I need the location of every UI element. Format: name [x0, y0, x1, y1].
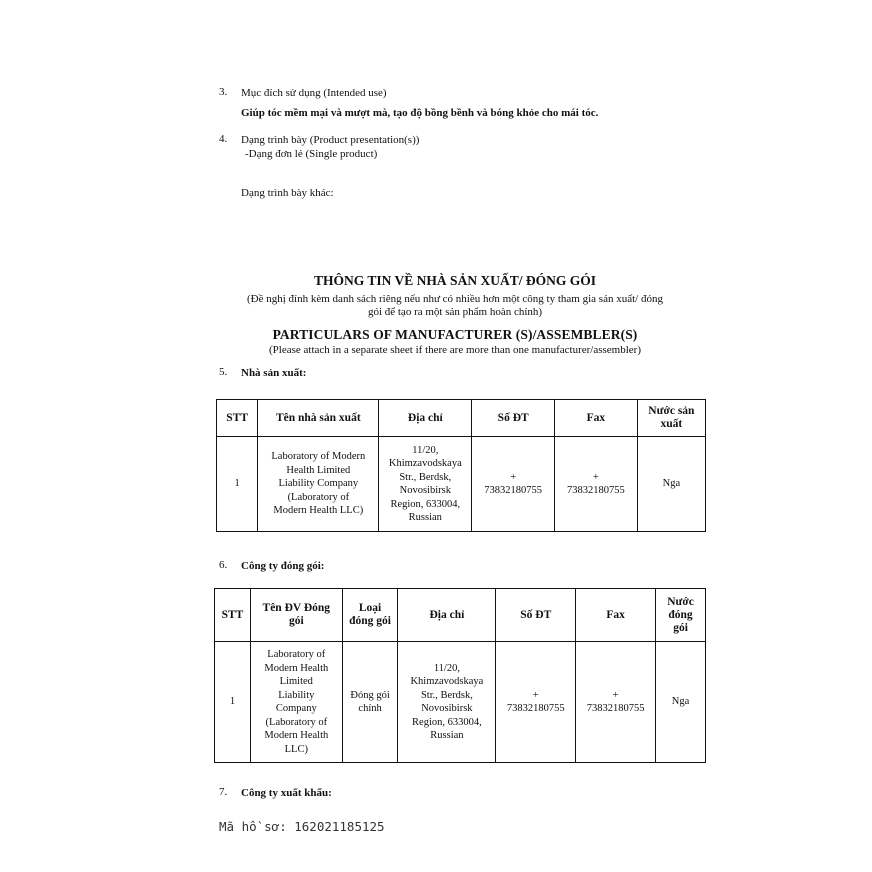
cell-manufacturer-name: Laboratory of Modern Health Limited Liability Company (Laboratory of Modern Health LLC) — [258, 437, 379, 532]
section-4-other: Dạng trình bày khác: — [241, 187, 334, 199]
header-address: Địa chỉ — [398, 589, 496, 642]
header-phone: Số ĐT — [472, 400, 555, 437]
manufacturer-note-en: (Please attach in a separate sheet if there are more than one manufacturer/assembler) — [269, 344, 641, 356]
manufacturer-heading-en: PARTICULARS OF MANUFACTURER (S)/ASSEMBLER(S) — [272, 327, 638, 342]
cell-country: Nga — [656, 642, 706, 763]
cell-packaging-type: Đóng gói chính — [342, 642, 398, 763]
cell-stt: 1 — [217, 437, 258, 532]
header-manufacturer-name: Tên nhà sản xuất — [258, 400, 379, 437]
cell-address: 11/20, Khimzavodskaya Str., Berdsk, Novosibirsk Region, 633004, Russian — [398, 642, 496, 763]
section-4-content: -Dạng đơn lẻ (Single product) — [245, 148, 378, 160]
header-country: Nước đóng gói — [656, 589, 706, 642]
section-7-number: 7. — [219, 786, 228, 798]
header-fax: Fax — [555, 400, 638, 437]
manufacturer-note-vi: (Đề nghị đính kèm danh sách riêng nếu như có nhiều hơn một công ty tham gia sản xuất/ đóng gói để tạo ra một sản phẩm hoàn chỉnh) — [247, 293, 663, 318]
section-6-title: Công ty đóng gói: — [241, 560, 325, 572]
section-7-title: Công ty xuất khẩu: — [241, 787, 332, 799]
section-5-title: Nhà sản xuất: — [241, 367, 307, 379]
cell-address: 11/20, Khimzavodskaya Str., Berdsk, Novosibirsk Region, 633004, Russian — [379, 437, 472, 532]
table-row — [215, 642, 706, 763]
cell-country: Nga — [637, 437, 705, 532]
cell-packager-name: Laboratory of Modern Health Limited Liability Company (Laboratory of Modern Health LLC) — [250, 642, 342, 763]
assembler-table — [214, 588, 706, 763]
table-header-row — [215, 589, 706, 642]
header-phone: Số ĐT — [496, 589, 576, 642]
section-3-number: 3. — [219, 86, 228, 98]
manufacturer-table — [216, 399, 706, 532]
header-fax: Fax — [576, 589, 656, 642]
cell-phone: + 73832180755 — [472, 437, 555, 532]
header-stt: STT — [215, 589, 251, 642]
cell-fax: + 73832180755 — [555, 437, 638, 532]
header-stt: STT — [217, 400, 258, 437]
header-address: Địa chỉ — [379, 400, 472, 437]
cell-fax: + 73832180755 — [576, 642, 656, 763]
section-4-title: Dạng trình bày (Product presentation(s)) — [241, 134, 420, 146]
table-header-row — [217, 400, 706, 437]
table-row — [217, 437, 706, 532]
section-5-number: 5. — [219, 366, 228, 378]
header-country: Nước sản xuất — [637, 400, 705, 437]
section-3-content: Giúp tóc mềm mại và mượt mà, tạo độ bồng bềnh và bóng khỏe cho mái tóc. — [241, 107, 599, 119]
cell-phone: + 73832180755 — [496, 642, 576, 763]
section-4-number: 4. — [219, 133, 228, 145]
section-6-number: 6. — [219, 559, 228, 571]
header-packager-name: Tên ĐV Đóng gói — [250, 589, 342, 642]
header-packaging-type: Loại đóng gói — [342, 589, 398, 642]
cell-stt: 1 — [215, 642, 251, 763]
section-3-title: Mục đích sử dụng (Intended use) — [241, 87, 387, 99]
record-id: Mã hồ sơ: 162021185125 — [219, 819, 385, 834]
manufacturer-heading-vi: THÔNG TIN VỀ NHÀ SẢN XUẤT/ ĐÓNG GÓI — [314, 273, 596, 288]
